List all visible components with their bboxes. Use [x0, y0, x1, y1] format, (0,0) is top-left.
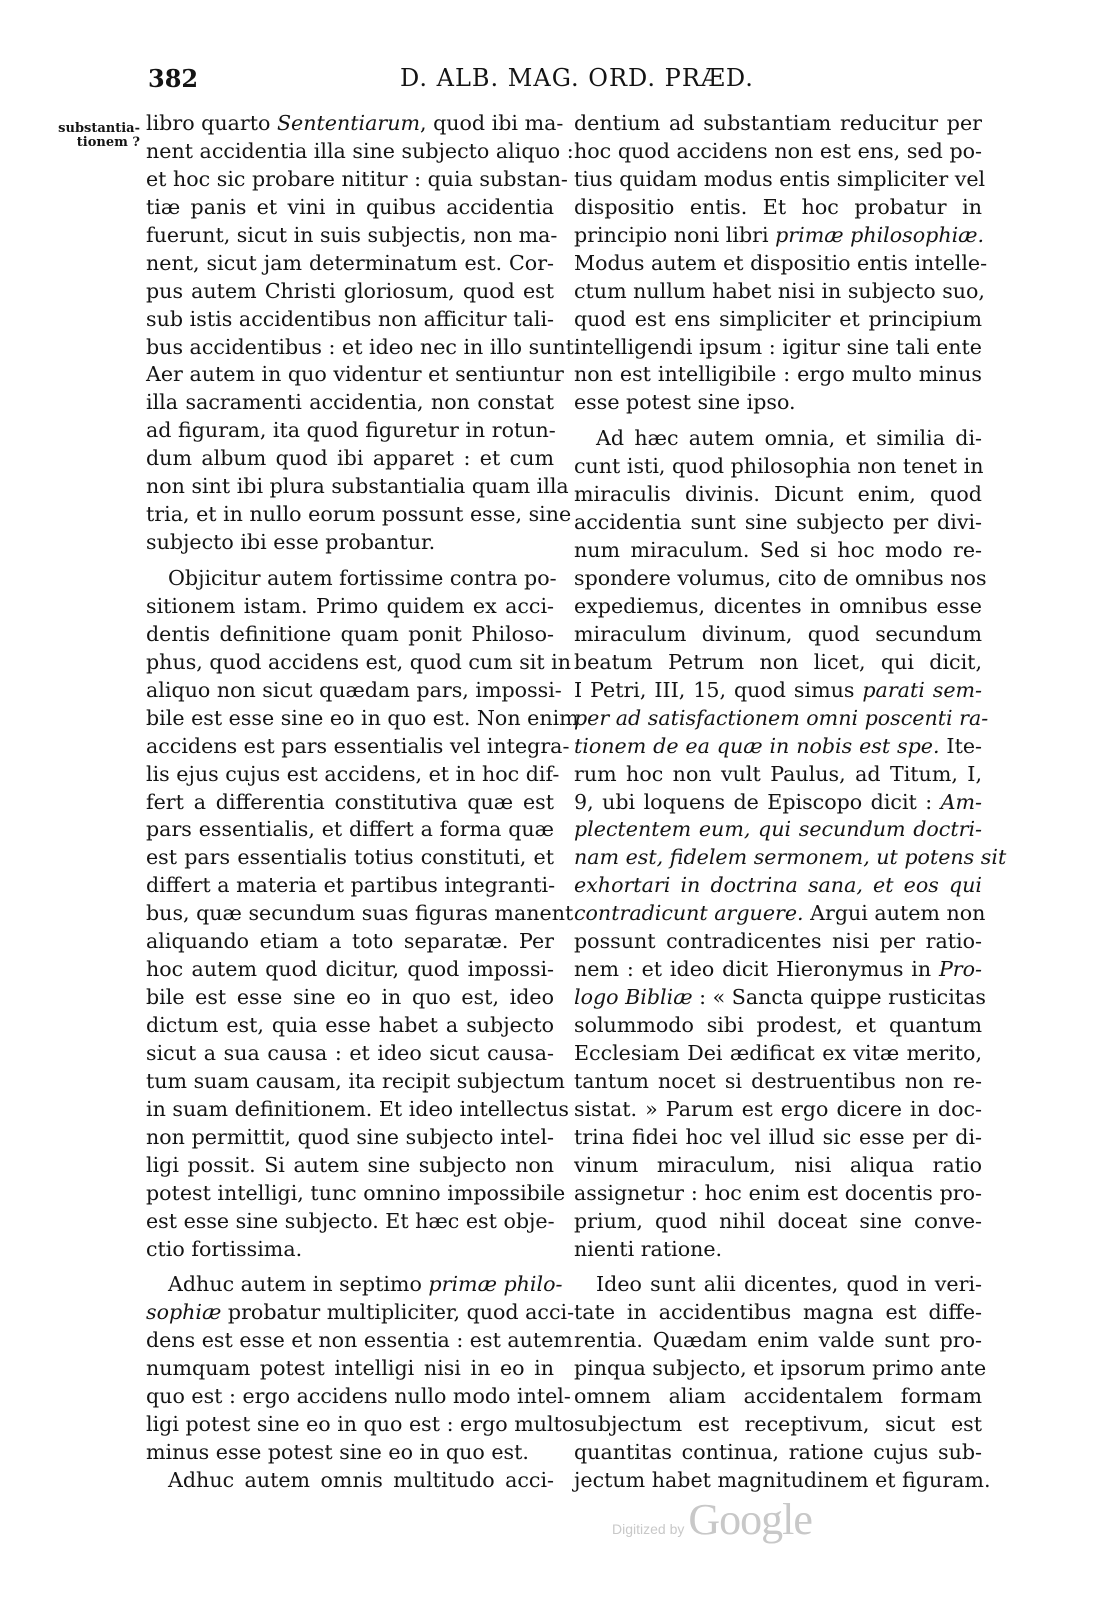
text-line: esse potest sine ipso. [574, 390, 796, 415]
text-line: solummodo sibi prodest, et quantum [574, 1013, 982, 1037]
text-line: exhortari in doctrina sana, et eos qui [574, 873, 982, 898]
text-line: expediemus, dicentes in omnibus esse [574, 593, 982, 618]
text-line: bus accidentibus : et ideo nec in illo sunt. [146, 334, 581, 359]
text-line: subjecto ibi esse probantur. [146, 530, 436, 555]
text-line: bile est esse sine eo in quo est. Non enim [146, 705, 579, 730]
text-line: assignetur : hoc enim est docentis pro- [574, 1180, 982, 1205]
text-line: tum suam causam, ita recipit subjectum [146, 1068, 565, 1093]
text-line: plectentem eum, qui secundum doctri- [574, 817, 982, 842]
text-line: miraculis divinis. Dicunt enim, quod [574, 482, 982, 507]
text-line: pinqua subjecto, et ipsorum primo ante [574, 1356, 987, 1381]
text-line: bile est esse sine eo in quo est, ideo [146, 985, 554, 1010]
text-line: sophiæ probatur multipliciter, quod acci- [146, 1300, 575, 1325]
text-line: logo Bibliæ : « Sancta quippe rusticitas [574, 985, 986, 1010]
text-line: 9, ubi loquens de Episcopo dicit : Am- [574, 789, 982, 814]
text-line: principio noni libri primæ philosophiæ. [574, 222, 985, 247]
text-line: dum album quod ibi apparet : et cum [146, 446, 554, 471]
text-line: sub istis accidentibus non afficitur tali- [146, 306, 554, 331]
text-line: omnem aliam accidentalem formam [574, 1384, 982, 1409]
text-line: nem : et ideo dicit Hieronymus in Pro- [574, 957, 982, 982]
text-line: tionem de ea quæ in nobis est spe. Ite- [574, 733, 982, 758]
right-text-column [574, 110, 1007, 1495]
text-line: spondere volumus, cito de omnibus nos [574, 566, 987, 590]
digitization-watermark [612, 1494, 812, 1545]
text-line: numquam potest intelligi nisi in eo in [146, 1356, 554, 1381]
text-line: libro quarto Sententiarum, quod ibi ma- [146, 111, 564, 135]
text-line: accidentia sunt sine subjecto per divi- [574, 510, 982, 535]
text-line: trina fidei hoc vel illud sic esse per di- [574, 1124, 982, 1149]
text-line: ligi possit. Si autem sine subjecto non [146, 1152, 554, 1177]
text-line: pus autem Christi gloriosum, quod est [146, 278, 554, 303]
text-line: vinum miraculum, nisi aliqua ratio [574, 1152, 982, 1177]
text-line: ligi potest sine eo in quo est : ergo multo [146, 1412, 575, 1437]
text-line: minus esse potest sine eo in quo est. [146, 1440, 529, 1465]
text-line: quod est ens simpliciter et principium [574, 306, 982, 331]
running-head: D. ALB. MAG. ORD. PRÆD. [400, 64, 754, 92]
margin-note [56, 122, 140, 150]
text-line: rum hoc non vult Paulus, ad Titum, I, [574, 761, 982, 786]
text-line: contradicunt arguere. Argui autem non [574, 901, 986, 926]
text-line: cunt isti, quod philosophia non tenet in [574, 454, 984, 479]
text-line: nent accidentia illa sine subjecto aliquo : [146, 138, 574, 163]
text-line: pars essentialis, et differt a forma quæ [146, 817, 554, 842]
margin-note-line: substantia- [58, 121, 140, 136]
text-line: et hoc sic probare nititur : quia substan- [146, 166, 568, 191]
text-line: sistat. » Parum est ergo dicere in doc- [574, 1096, 982, 1121]
text-line: phus, quod accidens est, quod cum sit in [146, 649, 572, 674]
text-line: jectum habet magnitudinem et figuram. [574, 1468, 991, 1492]
text-line: sitionem istam. Primo quidem ex acci- [146, 593, 554, 618]
text-line: Adhuc autem in septimo primæ philo- [168, 1272, 563, 1297]
text-line: nent, sicut jam determinatum est. Cor- [146, 250, 554, 275]
text-line: bus, quæ secundum suas figuras manent [146, 901, 574, 926]
paragraph-gap [146, 1263, 554, 1271]
text-line: non sint ibi plura substantialia quam illa [146, 474, 569, 499]
text-line: Aer autem in quo videntur et sentiuntur [146, 362, 564, 387]
text-line: ctio fortissima. [146, 1236, 303, 1261]
paragraph-gap [574, 1263, 982, 1271]
text-line: Objicitur autem fortissime contra po- [168, 566, 557, 590]
text-line: potest intelligi, tunc omnino impossibile [146, 1180, 566, 1205]
text-line: dentis definitione quam ponit Philoso- [146, 621, 554, 646]
text-line: tate in accidentibus magna est diffe- [574, 1300, 982, 1325]
text-line: per ad satisfactionem omni poscenti ra- [574, 705, 989, 730]
text-line: aliquo non sicut quædam pars, impossi- [146, 677, 562, 702]
text-line: prium, quod nihil doceat sine conve- [574, 1208, 982, 1233]
text-line: rentia. Quædam enim valde sunt pro- [574, 1328, 982, 1353]
text-line: sicut a sua causa : et ideo sicut causa- [146, 1040, 554, 1065]
text-line: fuerunt, sicut in suis subjectis, non ma- [146, 222, 558, 247]
text-line: ctum nullum habet nisi in subjecto suo, [574, 278, 985, 303]
text-line: tantum nocet si destruentibus non re- [574, 1068, 982, 1093]
text-line: in suam definitionem. Et ideo intellectus [146, 1096, 569, 1121]
text-line: hoc quod accidens non est ens, sed po- [574, 138, 982, 163]
text-line: Ecclesiam Dei ædificat ex vitæ merito, [574, 1040, 982, 1065]
google-logo: Google [688, 1495, 812, 1544]
text-line: dictum est, quia esse habet a subjecto [146, 1013, 554, 1037]
text-line: tiæ panis et vini in quibus accidentia [146, 194, 554, 219]
text-line: quantitas continua, ratione cujus sub- [574, 1440, 982, 1465]
text-line: est esse sine subjecto. Et hæc est obje- [146, 1208, 555, 1233]
margin-note-line: tionem ? [76, 135, 140, 150]
text-line: Ad hæc autem omnia, et similia di- [596, 426, 982, 451]
text-line: I Petri, III, 15, quod simus parati sem- [574, 677, 982, 702]
text-line: tius quidam modus entis simpliciter vel [574, 166, 986, 191]
text-line: nam est, fidelem sermonem, ut potens sit [574, 845, 1007, 870]
text-line: ad figuram, ita quod figuretur in rotun- [146, 418, 556, 443]
text-line: miraculum divinum, quod secundum [574, 621, 982, 646]
text-line: subjectum est receptivum, sicut est [574, 1412, 982, 1437]
text-line: Adhuc autem omnis multitudo acci- [168, 1468, 554, 1492]
text-line: non permittit, quod sine subjecto intel- [146, 1124, 554, 1149]
text-line: Modus autem et dispositio entis intelle- [574, 250, 988, 275]
text-line: dens est esse et non essentia : est autem [146, 1328, 573, 1353]
text-line: est pars essentialis totius constituti, et [146, 845, 554, 870]
text-line: possunt contradicentes nisi per ratio- [574, 929, 982, 954]
text-line: non est intelligibile : ergo multo minus [574, 362, 982, 387]
text-line: lis ejus cujus est accidens, et in hoc dif- [146, 761, 560, 786]
text-line: illa sacramenti accidentia, non constat [146, 390, 554, 415]
paragraph-gap [146, 557, 554, 565]
text-line: beatum Petrum non licet, qui dicit, [574, 649, 982, 674]
text-line: accidens est pars essentialis vel integra- [146, 733, 570, 758]
left-text-column [146, 110, 581, 1495]
text-line: dentium ad substantiam reducitur per [574, 111, 982, 135]
text-line: dispositio entis. Et hoc probatur in [574, 194, 982, 219]
text-line: Ideo sunt alii dicentes, quod in veri- [596, 1272, 982, 1297]
digitized-by-label: Digitized by [612, 1521, 685, 1537]
text-line: nienti ratione. [574, 1236, 723, 1261]
text-line: tria, et in nullo eorum possunt esse, sine [146, 502, 572, 527]
text-line: fert a differentia constitutiva quæ est [146, 789, 554, 814]
page-number: 382 [148, 64, 199, 93]
text-line: intelligendi ipsum : igitur sine tali ente [574, 334, 982, 359]
paragraph-gap [574, 417, 982, 425]
text-line: differt a materia et partibus integranti- [146, 873, 556, 898]
text-line: hoc autem quod dicitur, quod impossi- [146, 957, 554, 982]
text-line: quo est : ergo accidens nullo modo intel- [146, 1384, 571, 1409]
text-line: num miraculum. Sed si hoc modo re- [574, 538, 982, 563]
text-line: aliquando etiam a toto separatæ. Per [146, 929, 554, 954]
